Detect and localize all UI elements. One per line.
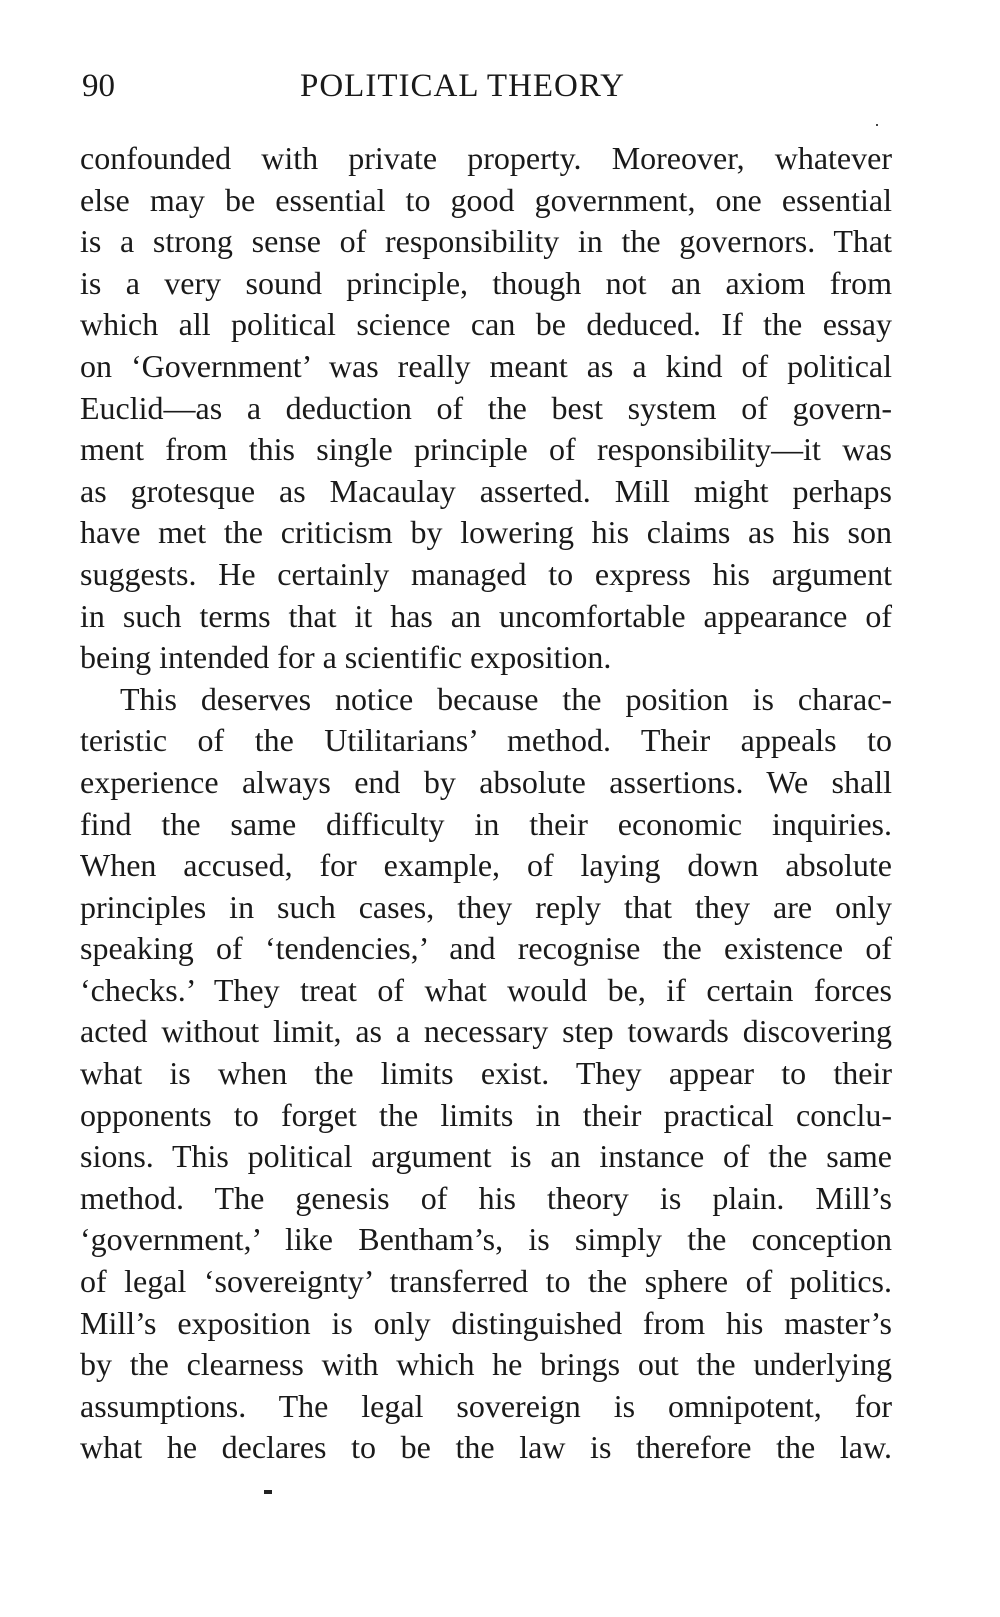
text-line: [80, 1386, 892, 1428]
text-line-content: else may be essential to good government, one essential: [80, 181, 892, 218]
text-line-content: When accused, for example, of laying down absolute: [80, 847, 892, 884]
text-line-content: experience always end by absolute assertions. We shall: [80, 763, 892, 800]
text-line: [80, 887, 892, 929]
text-line: [80, 1178, 892, 1220]
text-line-content: suggests. He certainly managed to express his argument: [80, 555, 892, 592]
text-line-content: acted without limit, as a necessary step towards discovering: [80, 1013, 892, 1050]
text-line: [80, 554, 892, 596]
text-line: [80, 1136, 892, 1178]
text-line: [80, 845, 892, 887]
text-line: [80, 512, 892, 554]
text-line-content: opponents to forget the limits in their practical conclu-: [80, 1096, 892, 1133]
text-line: [80, 346, 892, 388]
text-line-content: is a strong sense of responsibility in the governors. That: [80, 223, 892, 260]
text-line: [80, 471, 892, 513]
text-line-content: on ‘Government’ was really meant as a kind of political: [80, 347, 892, 384]
text-line: [80, 1053, 892, 1095]
text-line: [80, 388, 892, 430]
text-line-content: which all political science can be deduced. If the essay: [80, 306, 892, 343]
text-line: [80, 1303, 892, 1345]
text-line-content: what he declares to be the law is therefore the law.: [80, 1429, 892, 1466]
text-line-content: what is when the limits exist. They appear to their: [80, 1055, 892, 1092]
text-line: [80, 1219, 892, 1261]
text-line: [80, 1427, 892, 1469]
text-line-content: ‘checks.’ They treat of what would be, if certain forces: [80, 971, 892, 1008]
text-line: [80, 1095, 892, 1137]
text-line-content: in such terms that it has an uncomfortable appearance of: [80, 597, 892, 634]
text-line: [80, 637, 892, 679]
text-line: [80, 928, 892, 970]
text-line-content: assumptions. The legal sovereign is omnipotent, for: [80, 1387, 892, 1424]
text-line-content: is a very sound principle, though not an axiom from: [80, 264, 892, 301]
text-line: [80, 679, 892, 721]
page-number: 90: [82, 68, 115, 104]
printer-mark: [264, 1490, 272, 1494]
text-line: [80, 1261, 892, 1303]
text-line-content: of legal ‘sovereignty’ transferred to the sphere of politics.: [80, 1263, 892, 1300]
text-line-content: Mill’s exposition is only distinguished from his master’s: [80, 1304, 892, 1341]
text-line: [80, 304, 892, 346]
text-line: [80, 1344, 892, 1386]
text-line: [80, 762, 892, 804]
text-line-content: This deserves notice because the position is charac-: [120, 680, 892, 717]
text-line-content: teristic of the Utilitarians’ method. Their appeals to: [80, 722, 892, 759]
text-line: [80, 1011, 892, 1053]
text-line-content: Euclid—as a deduction of the best system of govern-: [80, 389, 892, 426]
text-line: [80, 138, 892, 180]
text-line-content: find the same difficulty in their economic inquiries.: [80, 805, 892, 842]
text-line-content: ‘government,’ like Bentham’s, is simply the conception: [80, 1221, 892, 1258]
text-line: [80, 180, 892, 222]
running-title: POLITICAL THEORY: [300, 68, 625, 104]
text-line: [80, 263, 892, 305]
text-line: [80, 221, 892, 263]
text-line-content: principles in such cases, they reply that they are only: [80, 888, 892, 925]
text-line-content: sions. This political argument is an instance of the same: [80, 1138, 892, 1175]
text-line-content: speaking of ‘tendencies,’ and recognise the existence of: [80, 930, 892, 967]
text-line-content: method. The genesis of his theory is plain. Mill’s: [80, 1179, 892, 1216]
text-line-content: as grotesque as Macaulay asserted. Mill might perhaps: [80, 472, 892, 509]
text-line: [80, 429, 892, 471]
text-line: [80, 970, 892, 1012]
text-line: [80, 804, 892, 846]
text-line-content: by the clearness with which he brings out the underlying: [80, 1346, 892, 1383]
text-line-content: being intended for a scientific exposition.: [80, 639, 612, 676]
text-line-content: have met the criticism by lowering his claims as his son: [80, 514, 892, 551]
text-line-content: confounded with private property. Moreover, whatever: [80, 140, 892, 176]
text-line-content: ment from this single principle of responsibility—it was: [80, 431, 892, 468]
body-text: [80, 138, 892, 1469]
text-line: [80, 720, 892, 762]
text-line: [80, 596, 892, 638]
scan-speck: [876, 124, 878, 126]
